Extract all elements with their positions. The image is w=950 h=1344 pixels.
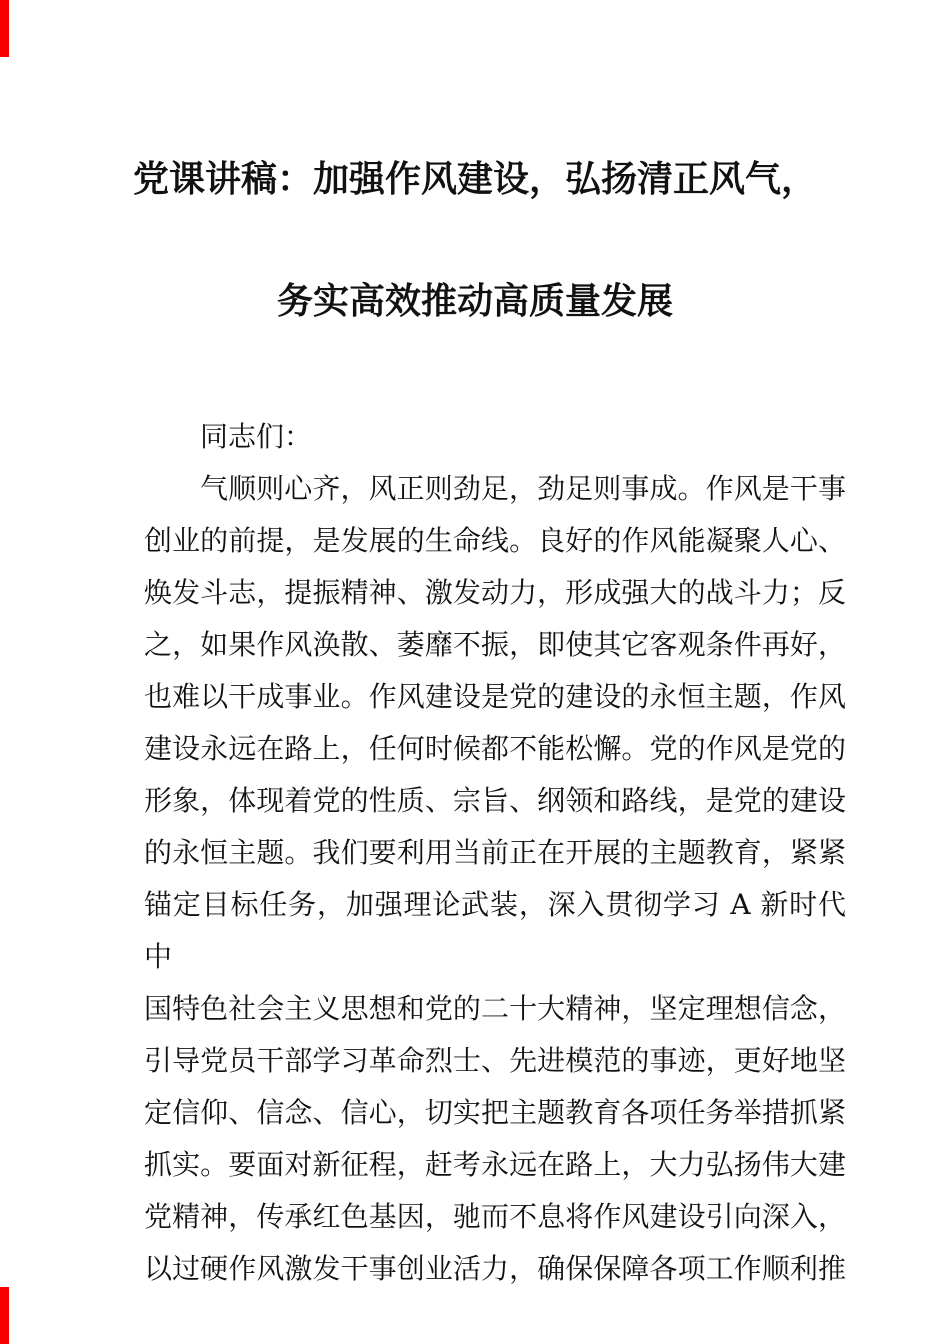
body-line: 定信仰、信念、信心，切实把主题教育各项任务举措抓紧 [144,1096,846,1129]
title-line-1: 党课讲稿：加强作风建设，弘扬清正风气， [132,158,817,200]
body-line: 气顺则心齐，风正则劲足，劲足则事成。作风是干事 [200,472,846,505]
document-body [144,411,846,1295]
document-title [0,118,950,362]
body-line: 焕发斗志，提振精神、激发动力，形成强大的战斗力；反 [144,576,846,609]
body-line: 以过硬作风激发干事创业活力，确保保障各项工作顺利推 [144,1252,846,1285]
red-edge-mark-bottom [0,1287,9,1344]
body-line: 建设永远在路上，任何时候都不能松懈。党的作风是党的 [144,732,846,765]
body-line: 创业的前提，是发展的生命线。良好的作风能凝聚人心、 [144,524,846,557]
title-line-2: 务实高效推动高质量发展 [276,280,673,322]
body-line: 党精神，传承红色基因，驰而不息将作风建设引向深入， [144,1200,846,1233]
body-line: 之，如果作风涣散、萎靡不振，即使其它客观条件再好， [144,628,846,661]
salutation-line: 同志们： [200,420,313,453]
body-line: 的永恒主题。我们要利用当前正在开展的主题教育，紧紧 [144,836,846,869]
body-line: 形象，体现着党的性质、宗旨、纲领和路线，是党的建设 [144,784,846,817]
body-line: 抓实。要面对新征程，赶考永远在路上，大力弘扬伟大建 [144,1148,846,1181]
body-line: 锚定目标任务，加强理论武装，深入贯彻学习 A 新时代中 [144,888,846,973]
body-line: 也难以干成事业。作风建设是党的建设的永恒主题，作风 [144,680,846,713]
body-line: 引导党员干部学习革命烈士、先进模范的事迹，更好地坚 [144,1044,846,1077]
body-line: 国特色社会主义思想和党的二十大精神，坚定理想信念， [144,992,846,1025]
red-edge-mark-top [0,0,9,57]
